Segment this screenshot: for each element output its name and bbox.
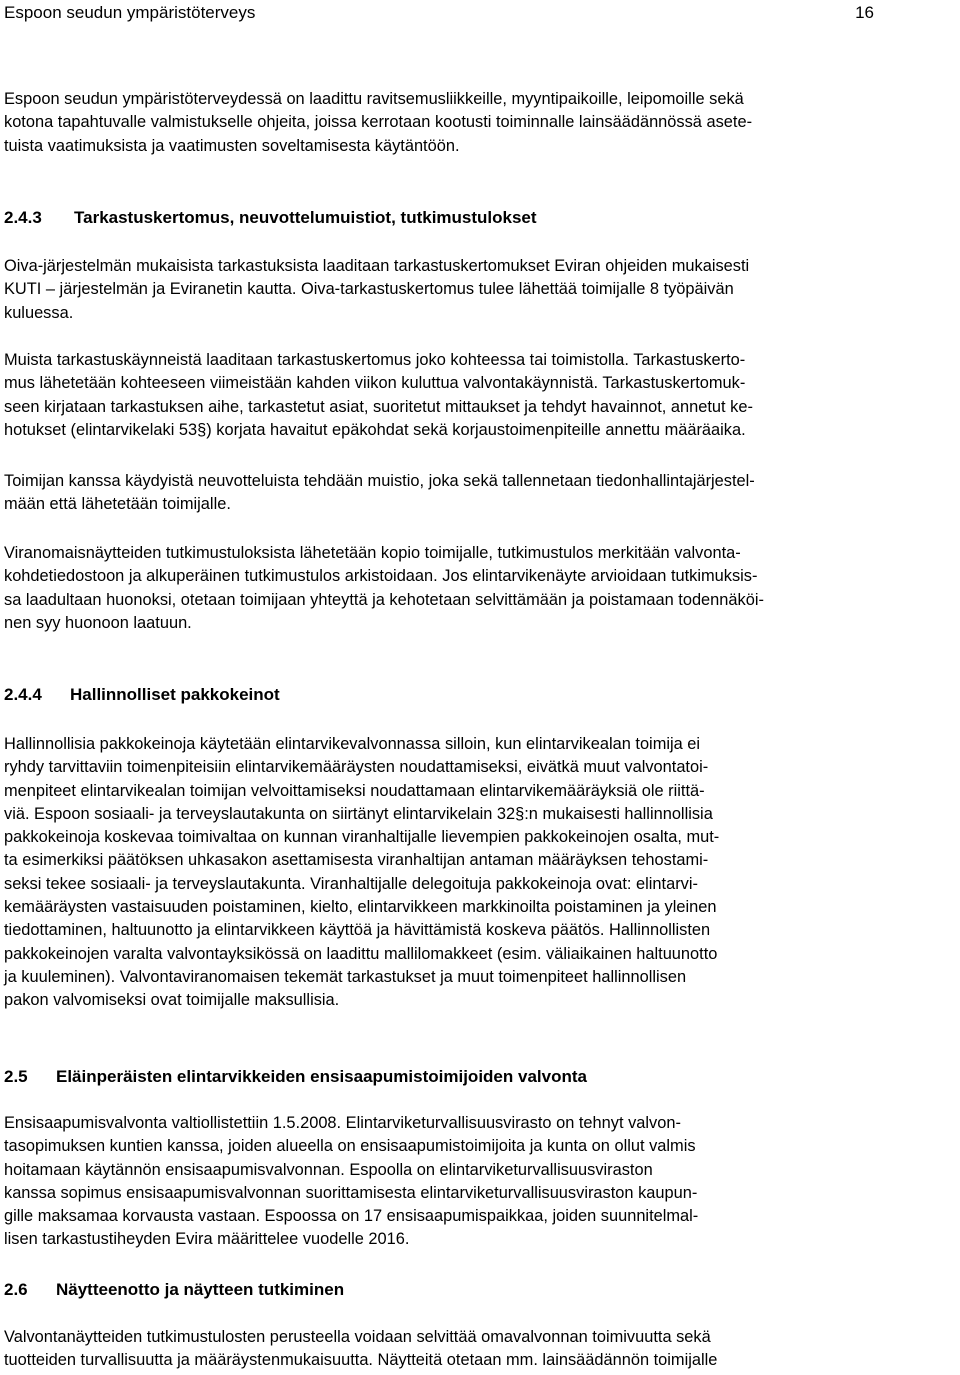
text-line: pakon valvomiseksi ovat toimijalle maksullisia. <box>4 991 340 1010</box>
text-line: kemääräysten vastaisuuden poistaminen, kielto, elintarvikkeen markkinoilta poistaminen ja yleinen <box>4 898 717 917</box>
section-number: 2.6 <box>4 1280 28 1299</box>
text-line: hotukset (elintarvikelaki 53§) korjata havaitut epäkohdat sekä korjaustoimenpiteille annettu määräaika. <box>4 420 746 439</box>
section-number: 2.4.3 <box>4 208 42 227</box>
section-title: Näytteenotto ja näytteen tutkiminen <box>56 1280 345 1299</box>
intro-paragraph <box>4 88 954 158</box>
section-heading-2-6 <box>4 1278 344 1302</box>
page-header <box>4 0 874 26</box>
text-line: Toimijan kanssa käydyistä neuvotteluista tehdään muistio, joka sekä tallennetaan tiedonhallintajärjestel- <box>4 472 755 490</box>
section-heading-2-4-4 <box>4 683 280 707</box>
section-number: 2.4.4 <box>4 685 42 704</box>
section-heading-2-4-3 <box>4 206 537 230</box>
text-line: hoitamaan käytännön ensisaapumisvalvonnan. Espoolla on elintarviketurvallisuusviraston <box>4 1160 653 1179</box>
text-line: tuista vaatimuksista ja vaatimusten soveltamisesta käytäntöön. <box>4 136 460 155</box>
paragraph <box>4 470 954 517</box>
text-line: seksi tekee sosiaali- ja terveyslautakunta. Viranhaltijalle delegoituja pakkokeinoja ovat: elintarvi- <box>4 874 698 893</box>
text-line: kanssa sopimus ensisaapumisvalvonnan suorittamisesta elintarviketurvallisuusviraston kaupun- <box>4 1183 698 1202</box>
text-line: viä. Espoon sosiaali- ja terveyslautakunta on siirtänyt elintarvikelain 32§:n mukaisesti hallinnollisia <box>4 804 713 823</box>
text-line: pakkokeinoja koskevaa toimivaltaa on kunnan viranhaltijalle lievempien pakkokeinojen osalta, mut- <box>4 828 720 847</box>
section-heading-2-5 <box>4 1065 587 1089</box>
text-line: tuotteiden turvallisuutta ja määräystenmukaisuutta. Näytteitä otetaan mm. lainsäädännön toimijalle <box>4 1351 718 1370</box>
paragraph <box>4 1112 954 1252</box>
paragraph <box>4 733 954 1013</box>
text-line: gille maksamaa korvausta vastaan. Espoossa on 17 ensisaapumispaikkaa, joiden suunnitelmal- <box>4 1207 699 1226</box>
text-line: lisen tarkastustiheyden Evira määrittelee vuodelle 2016. <box>4 1230 410 1249</box>
text-line: kotona tapahtuvalle valmistukselle ohjeita, joissa kerrotaan kootusti toiminnalle lainsäädännössä asete- <box>4 113 753 132</box>
text-line: ta esimerkiksi päätöksen uhkasakon asettamisesta viranhaltijan antaman määräyksen tehostami- <box>4 851 709 870</box>
paragraph <box>4 1326 954 1373</box>
page-number: 16 <box>855 3 874 22</box>
text-line: tasopimuksen kuntien kanssa, joiden alueella on ensisaapumistoimijoita ja kunta on ollut valmis <box>4 1137 696 1156</box>
text-line: Oiva-järjestelmän mukaisista tarkastuksista laaditaan tarkastuskertomukset Eviran ohjeiden mukaisesti <box>4 257 750 275</box>
text-line: KUTI – järjestelmän ja Eviranetin kautta. Oiva-tarkastuskertomus tulee lähettää toimijalle 8 työpäivän <box>4 280 734 299</box>
paragraph <box>4 255 954 325</box>
section-number: 2.5 <box>4 1067 28 1086</box>
text-line: Viranomaisnäytteiden tutkimustuloksista lähetetään kopio toimijalle, tutkimustulos merkitään valvonta- <box>4 544 741 562</box>
document-title: Espoon seudun ympäristöterveys <box>4 3 256 22</box>
text-line: ryhdy tarvittaviin toimenpiteisiin elintarvikemääräysten noudattamiseksi, eivätkä muut valvontatoi- <box>4 758 709 777</box>
text-line: seen kirjataan tarkastuksen aihe, tarkastetut asiat, suoritetut mittaukset ja tehdyt havainnot, annetut ke- <box>4 397 753 416</box>
text-line: mään että lähetetään toimijalle. <box>4 495 231 514</box>
section-title: Hallinnolliset pakkokeinot <box>70 685 280 704</box>
text-line: sa laadultaan huonoksi, otetaan toimijaan yhteyttä ja kehotetaan selvittämään ja poistamaan todennäköi- <box>4 590 764 609</box>
section-title: Eläinperäisten elintarvikkeiden ensisaapumistoimijoiden valvonta <box>56 1067 587 1086</box>
paragraph <box>4 349 954 442</box>
text-line: pakkokeinojen varalta valvontayksikössä on laadittu mallilomakkeet (esim. väliaikainen haltuunotto <box>4 944 718 963</box>
text-line: Espoon seudun ympäristöterveydessä on laadittu ravitsemusliikkeille, myyntipaikoille, leipomoille sekä <box>4 90 744 108</box>
text-line: Ensisaapumisvalvonta valtiollistettiin 1.5.2008. Elintarviketurvallisuusvirasto on tehnyt valvon- <box>4 1114 681 1132</box>
text-line: kuluessa. <box>4 303 74 322</box>
text-line: Valvontanäytteiden tutkimustulosten perusteella voidaan selvittää omavalvonnan toimivuutta sekä <box>4 1328 711 1346</box>
text-line: Hallinnollisia pakkokeinoja käytetään elintarvikevalvonnassa silloin, kun elintarvikealan toimija ei <box>4 735 701 753</box>
text-line: mus lähetetään kohteeseen viimeistään kahden viikon kuluttua valvontakäynnistä. Tarkastuskertomuk- <box>4 374 746 393</box>
text-line: nen syy huonoon laatuun. <box>4 613 192 632</box>
paragraph <box>4 542 954 635</box>
text-line: tiedottaminen, haltuunotto ja elintarvikkeen käyttöä ja hävittämistä koskeva päätös. Hallinnollisten <box>4 921 711 940</box>
text-line: ja kuuleminen). Valvontaviranomaisen tekemät tarkastukset ja muut toimenpiteet hallinnollisen <box>4 967 687 986</box>
text-line: kohdetiedostoon ja alkuperäinen tutkimustulos arkistoidaan. Jos elintarvikenäyte arvioidaan tutkimuksis- <box>4 567 758 586</box>
text-line: Muista tarkastuskäynneistä laaditaan tarkastuskertomus joko kohteessa tai toimistolla. Tarkastuskerto- <box>4 351 746 369</box>
text-line: menpiteet elintarvikealan toimijan velvoittamiseksi noudattamaan elintarvikemääräyksiä ole riittä- <box>4 781 705 800</box>
section-title: Tarkastuskertomus, neuvottelumuistiot, tutkimustulokset <box>74 208 537 227</box>
